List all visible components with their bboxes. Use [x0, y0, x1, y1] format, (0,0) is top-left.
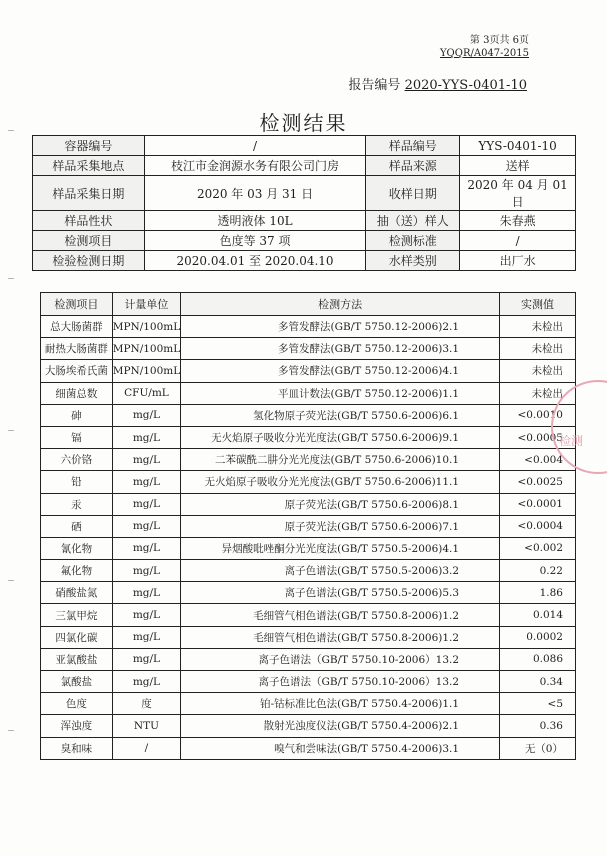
info-label: 样品编号 [366, 136, 460, 156]
info-value: 出厂水 [460, 251, 576, 271]
item-name: 臭和味 [41, 737, 113, 759]
margin-tick [8, 730, 14, 731]
table-row [41, 360, 576, 382]
item-name: 细菌总数 [41, 382, 113, 404]
table-row [41, 560, 576, 582]
unit: mg/L [112, 560, 181, 582]
item-name: 砷 [41, 404, 113, 426]
page-number [440, 34, 529, 60]
item-name: 氟化物 [41, 560, 113, 582]
method: 离子色谱法(GB/T 5750.5-2006)3.2 [181, 560, 500, 582]
info-label: 抽（送）样人 [366, 211, 460, 231]
unit: 度 [112, 693, 181, 715]
table-row [41, 471, 576, 493]
unit: mg/L [112, 537, 181, 559]
header-result: 实测值 [500, 293, 576, 316]
table-row [41, 338, 576, 360]
result-value: <0.0001 [500, 493, 576, 515]
info-label: 容器编号 [33, 136, 145, 156]
method: 多管发酵法(GB/T 5750.12-2006)4.1 [181, 360, 500, 382]
info-value: 送样 [460, 156, 576, 176]
result-value: <5 [500, 693, 576, 715]
item-name: 六价铬 [41, 449, 113, 471]
unit: CFU/mL [112, 382, 181, 404]
unit: mg/L [112, 515, 181, 537]
report-number-label: 报告编号 [348, 78, 401, 93]
result-value: <0.0004 [500, 515, 576, 537]
info-value: 2020 年 04 月 01 日 [460, 176, 576, 211]
unit: mg/L [112, 671, 181, 693]
method: 毛细管气相色谱法(GB/T 5750.8-2006)1.2 [181, 626, 500, 648]
result-value: 未检出 [500, 382, 576, 404]
header-item: 检测项目 [41, 293, 113, 316]
result-value: <0.002 [500, 537, 576, 559]
info-label: 样品采集地点 [33, 156, 145, 176]
method: 平皿计数法(GB/T 5750.12-2006)1.1 [181, 382, 500, 404]
margin-tick [8, 278, 14, 279]
unit: mg/L [112, 604, 181, 626]
table-row [41, 449, 576, 471]
unit: MPN/100mL [112, 316, 181, 338]
info-label: 样品采集日期 [33, 176, 145, 211]
info-value: 朱春燕 [460, 211, 576, 231]
report-number-value: 2020-YYS-0401-10 [404, 78, 527, 93]
unit: MPN/100mL [112, 338, 181, 360]
method: 毛细管气相色谱法(GB/T 5750.8-2006)1.2 [181, 604, 500, 626]
unit: mg/L [112, 582, 181, 604]
info-row [33, 176, 576, 211]
header-unit: 计量单位 [112, 293, 181, 316]
item-name: 三氯甲烷 [41, 604, 113, 626]
item-name: 铅 [41, 471, 113, 493]
info-label: 检测标准 [366, 231, 460, 251]
unit: mg/L [112, 648, 181, 670]
table-row [41, 582, 576, 604]
item-name: 亚氯酸盐 [41, 648, 113, 670]
page-title: 检测结果 [259, 111, 348, 135]
result-value: 0.34 [500, 671, 576, 693]
unit: MPN/100mL [112, 360, 181, 382]
item-name: 氯酸盐 [41, 671, 113, 693]
info-label: 检验检测日期 [33, 251, 145, 271]
item-name: 总大肠菌群 [41, 316, 113, 338]
table-row [41, 693, 576, 715]
method: 铂-钴标准比色法(GB/T 5750.4-2006)1.1 [181, 693, 500, 715]
method: 异烟酸吡唑酮分光光度法(GB/T 5750.5-2006)4.1 [181, 537, 500, 559]
info-label: 检测项目 [33, 231, 145, 251]
method: 嗅气和尝味法(GB/T 5750.4-2006)3.1 [181, 737, 500, 759]
info-value: 枝江市金润源水务有限公司门房 [144, 156, 366, 176]
unit: mg/L [112, 404, 181, 426]
method: 离子色谱法(GB/T 5750.5-2006)5.3 [181, 582, 500, 604]
method: 二苯碳酰二肼分光光度法(GB/T 5750.6-2006)10.1 [181, 449, 500, 471]
info-row [33, 231, 576, 251]
method: 散射光浊度仪法(GB/T 5750.4-2006)2.1 [181, 715, 500, 737]
results-header-row [41, 293, 576, 316]
item-name: 色度 [41, 693, 113, 715]
table-row [41, 404, 576, 426]
result-value: <0.004 [500, 449, 576, 471]
table-row [41, 737, 576, 759]
sample-info-table [32, 135, 576, 271]
unit: mg/L [112, 449, 181, 471]
margin-tick [8, 130, 14, 131]
info-label: 水样类别 [366, 251, 460, 271]
item-name: 硒 [41, 515, 113, 537]
result-value: 1.86 [500, 582, 576, 604]
result-value: 未检出 [500, 360, 576, 382]
method: 无火焰原子吸收分光光度法(GB/T 5750.6-2006)11.1 [181, 471, 500, 493]
method: 原子荧光法(GB/T 5750.6-2006)8.1 [181, 493, 500, 515]
result-value: 0.36 [500, 715, 576, 737]
info-value: 透明液体 10L [144, 211, 366, 231]
margin-tick [8, 580, 14, 581]
info-row [33, 156, 576, 176]
table-row [41, 648, 576, 670]
result-value: <0.0010 [500, 404, 576, 426]
table-row [41, 493, 576, 515]
seal-text: 检测 [559, 434, 584, 448]
result-value: <0.0005 [500, 426, 576, 448]
table-row [41, 715, 576, 737]
table-row [41, 515, 576, 537]
info-value: / [144, 136, 366, 156]
method: 多管发酵法(GB/T 5750.12-2006)2.1 [181, 316, 500, 338]
result-value: <0.0025 [500, 471, 576, 493]
table-row [41, 537, 576, 559]
item-name: 大肠埃希氏菌 [41, 360, 113, 382]
info-row [33, 251, 576, 271]
unit: mg/L [112, 471, 181, 493]
info-value: 2020.04.01 至 2020.04.10 [144, 251, 366, 271]
result-value: 0.014 [500, 604, 576, 626]
table-row [41, 316, 576, 338]
table-row [41, 604, 576, 626]
form-code: YQQR/A047-2015 [439, 48, 529, 59]
result-value: 未检出 [500, 316, 576, 338]
method: 离子色谱法（GB/T 5750.10-2006）13.2 [181, 671, 500, 693]
info-label: 样品性状 [33, 211, 145, 231]
item-name: 四氯化碳 [41, 626, 113, 648]
method: 多管发酵法(GB/T 5750.12-2006)3.1 [181, 338, 500, 360]
result-value: 无（0） [500, 737, 576, 759]
item-name: 耐热大肠菌群 [41, 338, 113, 360]
info-row [33, 211, 576, 231]
method: 无火焰原子吸收分光光度法(GB/T 5750.6-2006)9.1 [181, 426, 500, 448]
method: 离子色谱法（GB/T 5750.10-2006）13.2 [181, 648, 500, 670]
item-name: 浑浊度 [41, 715, 113, 737]
result-value: 未检出 [500, 338, 576, 360]
unit: / [112, 737, 181, 759]
unit: NTU [112, 715, 181, 737]
info-row [33, 136, 576, 156]
info-value: 色度等 37 项 [144, 231, 366, 251]
item-name: 硝酸盐氮 [41, 582, 113, 604]
item-name: 汞 [41, 493, 113, 515]
info-value: / [460, 231, 576, 251]
table-row [41, 671, 576, 693]
method: 原子荧光法(GB/T 5750.6-2006)7.1 [181, 515, 500, 537]
item-name: 氰化物 [41, 537, 113, 559]
table-row [41, 382, 576, 404]
item-name: 镉 [41, 426, 113, 448]
info-label: 收样日期 [366, 176, 460, 211]
unit: mg/L [112, 426, 181, 448]
unit: mg/L [112, 493, 181, 515]
table-row [41, 426, 576, 448]
method: 氢化物原子荧光法(GB/T 5750.6-2006)6.1 [181, 404, 500, 426]
page-info: 第 3页共 6页 [469, 35, 529, 46]
result-value: 0.22 [500, 560, 576, 582]
info-value: YYS-0401-10 [460, 136, 576, 156]
margin-tick [8, 430, 14, 431]
info-label: 样品来源 [366, 156, 460, 176]
header-method: 检测方法 [181, 293, 500, 316]
report-number [348, 74, 527, 93]
table-row [41, 626, 576, 648]
info-value: 2020 年 03 月 31 日 [144, 176, 366, 211]
results-table [40, 292, 576, 760]
result-value: 0.0002 [500, 626, 576, 648]
unit: mg/L [112, 626, 181, 648]
result-value: 0.086 [500, 648, 576, 670]
